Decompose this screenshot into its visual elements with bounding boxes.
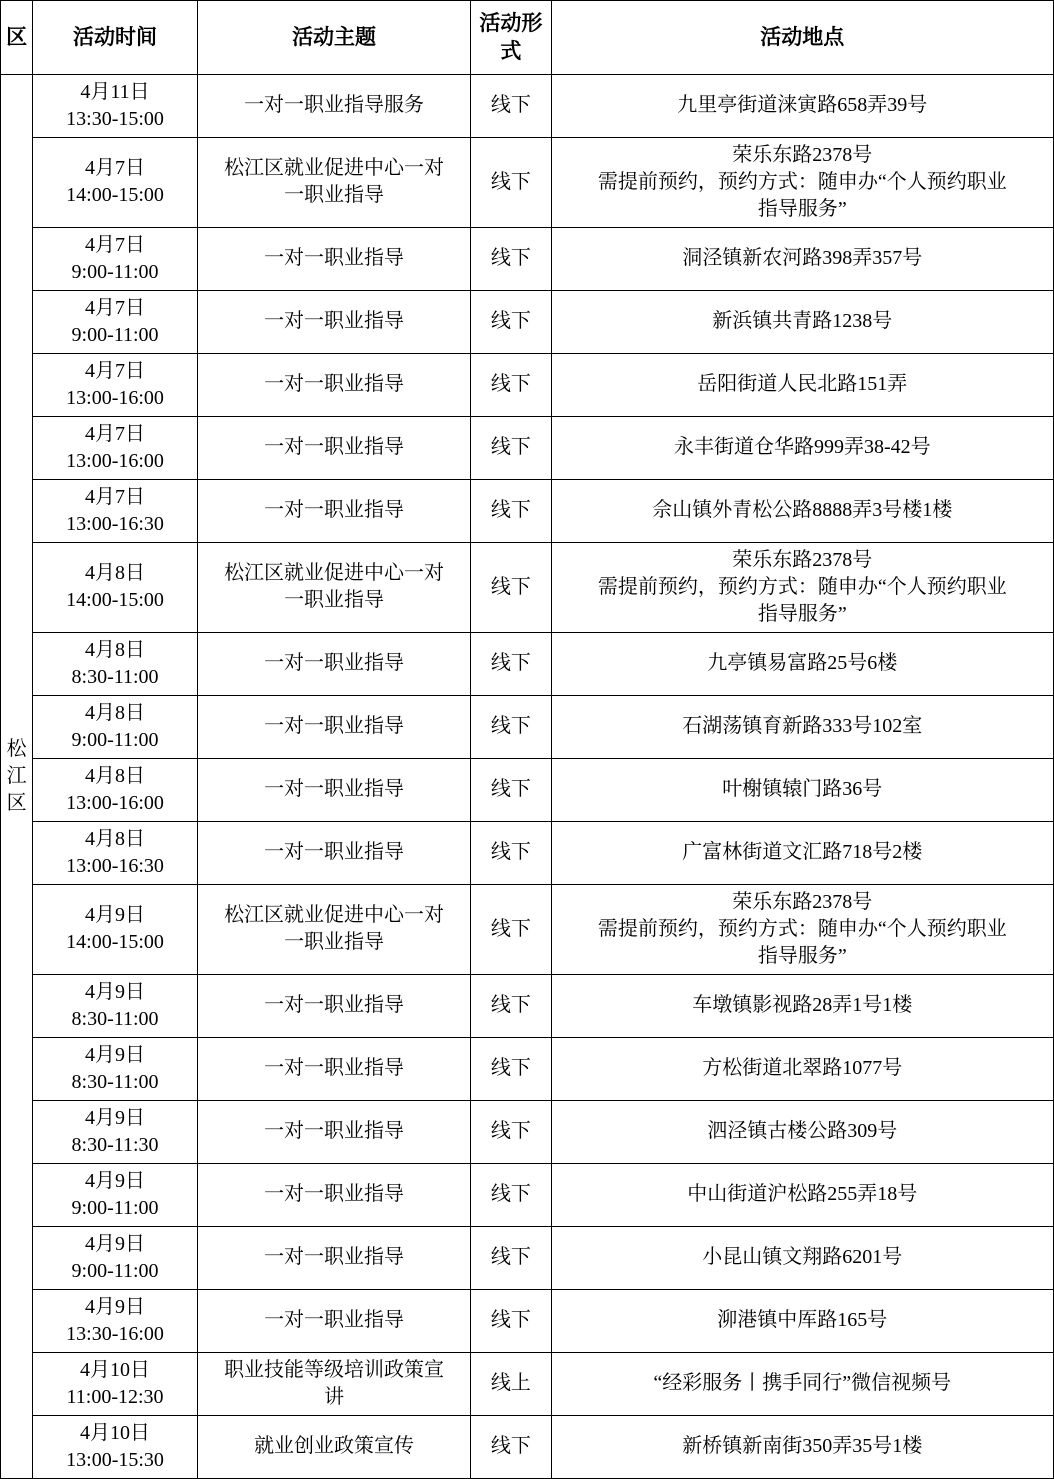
form-cell: 线下	[471, 227, 551, 290]
topic-cell-line: 松江区就业促进中心一对	[224, 562, 445, 585]
time-cell-line: 4月9日	[85, 1043, 146, 1066]
form-cell: 线下	[471, 821, 551, 884]
table-row	[1, 74, 1054, 137]
table-row	[1, 1163, 1054, 1226]
time-cell	[33, 974, 198, 1037]
time-cell-line: 4月7日	[85, 422, 146, 445]
place-cell-line: 九里亭街道涞寅路658弄39号	[677, 94, 928, 117]
place-cell-line: 石湖荡镇育新路333号102室	[682, 715, 923, 738]
place-cell	[551, 695, 1053, 758]
time-cell	[33, 479, 198, 542]
time-cell	[33, 542, 198, 632]
place-cell	[551, 1100, 1053, 1163]
form-cell: 线下	[471, 74, 551, 137]
topic-cell-line: 一对一职业指导	[264, 994, 405, 1017]
time-cell-line: 13:00-15:30	[66, 1448, 164, 1471]
topic-cell-line: 一对一职业指导	[264, 247, 405, 270]
place-cell-line: 小昆山镇文翔路6201号	[702, 1246, 903, 1269]
time-cell-line: 13:00-16:00	[66, 386, 164, 409]
form-cell: 线下	[471, 974, 551, 1037]
place-cell	[551, 1163, 1053, 1226]
time-cell-line: 4月7日	[85, 359, 146, 382]
form-cell: 线下	[471, 290, 551, 353]
form-cell: 线下	[471, 632, 551, 695]
time-cell	[33, 632, 198, 695]
form-cell: 线下	[471, 1415, 551, 1478]
place-cell	[551, 1037, 1053, 1100]
topic-cell-line: 一对一职业指导	[264, 652, 405, 675]
time-cell	[33, 1163, 198, 1226]
time-cell-line: 9:00-11:00	[71, 728, 159, 751]
topic-cell-line: 一对一职业指导服务	[244, 94, 425, 117]
place-cell-line: 新桥镇新南街350弄35号1楼	[682, 1435, 923, 1458]
time-cell-line: 9:00-11:00	[71, 1196, 159, 1219]
place-cell	[551, 74, 1053, 137]
table-row	[1, 821, 1054, 884]
topic-cell	[197, 542, 470, 632]
table-row	[1, 542, 1054, 632]
time-cell-line: 13:00-16:30	[66, 512, 164, 535]
column-header-form: 活动形式	[471, 1, 551, 75]
form-cell: 线下	[471, 758, 551, 821]
place-cell-line: 广富林街道文汇路718号2楼	[682, 841, 923, 864]
place-cell-line: 指导服务”	[757, 602, 847, 625]
table-row	[1, 353, 1054, 416]
time-cell	[33, 353, 198, 416]
time-cell	[33, 290, 198, 353]
place-cell-line: “经彩服务丨携手同行”微信视频号	[653, 1372, 952, 1395]
topic-cell	[197, 290, 470, 353]
topic-cell-line: 一对一职业指导	[264, 310, 405, 333]
topic-cell-line: 一对一职业指导	[264, 1120, 405, 1143]
topic-cell-line: 讲	[324, 1385, 345, 1408]
place-cell-line: 需提前预约，预约方式：随申办“个人预约职业	[597, 170, 1007, 193]
time-cell-line: 4月7日	[85, 485, 146, 508]
time-cell-line: 4月9日	[85, 980, 146, 1003]
table-row	[1, 290, 1054, 353]
place-cell	[551, 290, 1053, 353]
topic-cell	[197, 821, 470, 884]
time-cell-line: 4月9日	[85, 1106, 146, 1129]
place-cell	[551, 632, 1053, 695]
place-cell-line: 泖港镇中厍路165号	[717, 1309, 888, 1332]
place-cell	[551, 542, 1053, 632]
time-cell-line: 4月8日	[85, 638, 146, 661]
time-cell-line: 14:00-15:00	[66, 589, 164, 612]
topic-cell	[197, 416, 470, 479]
place-cell-line: 荣乐东路2378号	[732, 890, 873, 913]
topic-cell	[197, 1415, 470, 1478]
topic-cell	[197, 137, 470, 227]
table-row	[1, 1100, 1054, 1163]
place-cell	[551, 353, 1053, 416]
table-row	[1, 758, 1054, 821]
place-cell	[551, 227, 1053, 290]
topic-cell-line: 松江区就业促进中心一对	[224, 157, 445, 180]
time-cell	[33, 1037, 198, 1100]
table-row	[1, 1037, 1054, 1100]
time-cell-line: 13:30-16:00	[66, 1322, 164, 1345]
time-cell-line: 4月9日	[85, 1232, 146, 1255]
place-cell-line: 洞泾镇新农河路398弄357号	[682, 247, 923, 270]
topic-cell-line: 一职业指导	[284, 589, 385, 612]
topic-cell	[197, 884, 470, 974]
form-cell: 线下	[471, 416, 551, 479]
column-header-time: 活动时间	[33, 1, 198, 75]
topic-cell-line: 一对一职业指导	[264, 499, 405, 522]
place-cell	[551, 1226, 1053, 1289]
time-cell-line: 4月7日	[85, 157, 146, 180]
time-cell-line: 4月7日	[85, 296, 146, 319]
table-row	[1, 1226, 1054, 1289]
topic-cell-line: 一对一职业指导	[264, 373, 405, 396]
topic-cell	[197, 1100, 470, 1163]
place-cell-line: 岳阳街道人民北路151弄	[697, 373, 908, 396]
topic-cell	[197, 695, 470, 758]
table-row	[1, 884, 1054, 974]
time-cell	[33, 1289, 198, 1352]
table-row	[1, 416, 1054, 479]
topic-cell	[197, 479, 470, 542]
topic-cell	[197, 758, 470, 821]
topic-cell	[197, 632, 470, 695]
topic-cell	[197, 974, 470, 1037]
table-row	[1, 1289, 1054, 1352]
table-row	[1, 1415, 1054, 1478]
table-header-row	[1, 1, 1054, 75]
topic-cell-line: 就业创业政策宣传	[254, 1435, 415, 1458]
time-cell-line: 4月8日	[85, 764, 146, 787]
time-cell-line: 4月8日	[85, 701, 146, 724]
place-cell-line: 需提前预约，预约方式：随申办“个人预约职业	[597, 575, 1007, 598]
topic-cell-line: 一对一职业指导	[264, 436, 405, 459]
form-cell: 线下	[471, 1289, 551, 1352]
time-cell-line: 8:30-11:00	[71, 1007, 159, 1030]
topic-cell	[197, 74, 470, 137]
topic-cell-line: 一对一职业指导	[264, 1309, 405, 1332]
form-cell: 线下	[471, 479, 551, 542]
place-cell	[551, 137, 1053, 227]
place-cell-line: 叶榭镇辕门路36号	[722, 778, 883, 801]
topic-cell-line: 职业技能等级培训政策宣	[224, 1358, 445, 1381]
table-row	[1, 632, 1054, 695]
place-cell-line: 荣乐东路2378号	[732, 143, 873, 166]
topic-cell	[197, 1289, 470, 1352]
time-cell	[33, 1352, 198, 1415]
time-cell-line: 4月7日	[85, 233, 146, 256]
form-cell: 线下	[471, 884, 551, 974]
form-cell: 线下	[471, 542, 551, 632]
form-cell: 线下	[471, 353, 551, 416]
time-cell-line: 8:30-11:00	[71, 1070, 159, 1093]
form-cell: 线下	[471, 1226, 551, 1289]
table-row	[1, 479, 1054, 542]
place-cell-line: 方松街道北翠路1077号	[702, 1057, 903, 1080]
topic-cell	[197, 1037, 470, 1100]
topic-cell	[197, 353, 470, 416]
time-cell-line: 14:00-15:00	[66, 931, 164, 954]
place-cell-line: 永丰街道仓华路999弄38-42号	[673, 436, 931, 459]
form-cell: 线下	[471, 1163, 551, 1226]
place-cell	[551, 884, 1053, 974]
place-cell-line: 指导服务”	[757, 944, 847, 967]
time-cell	[33, 884, 198, 974]
table-row	[1, 227, 1054, 290]
place-cell	[551, 479, 1053, 542]
time-cell-line: 13:00-16:00	[66, 449, 164, 472]
time-cell-line: 4月11日	[80, 80, 150, 103]
place-cell	[551, 758, 1053, 821]
topic-cell	[197, 227, 470, 290]
topic-cell-line: 一对一职业指导	[264, 778, 405, 801]
time-cell-line: 13:30-15:00	[66, 107, 164, 130]
time-cell-line: 4月8日	[85, 562, 146, 585]
topic-cell-line: 一对一职业指导	[264, 1246, 405, 1269]
time-cell-line: 4月9日	[85, 904, 146, 927]
time-cell	[33, 758, 198, 821]
topic-cell-line: 一对一职业指导	[264, 715, 405, 738]
table-row	[1, 974, 1054, 1037]
topic-cell-line: 一对一职业指导	[264, 1183, 405, 1206]
time-cell-line: 4月10日	[80, 1358, 151, 1381]
column-header-place: 活动地点	[551, 1, 1053, 75]
time-cell-line: 13:00-16:30	[66, 854, 164, 877]
table-row	[1, 695, 1054, 758]
topic-cell-line: 一职业指导	[284, 931, 385, 954]
place-cell	[551, 1415, 1053, 1478]
form-cell: 线下	[471, 695, 551, 758]
table-row	[1, 137, 1054, 227]
place-cell	[551, 974, 1053, 1037]
place-cell	[551, 1289, 1053, 1352]
place-cell	[551, 416, 1053, 479]
time-cell	[33, 227, 198, 290]
place-cell-line: 荣乐东路2378号	[732, 548, 873, 571]
time-cell	[33, 137, 198, 227]
time-cell-line: 9:00-11:00	[71, 260, 159, 283]
time-cell-line: 14:00-15:00	[66, 184, 164, 207]
place-cell	[551, 1352, 1053, 1415]
topic-cell	[197, 1352, 470, 1415]
time-cell-line: 9:00-11:00	[71, 323, 159, 346]
topic-cell-line: 一职业指导	[284, 184, 385, 207]
form-cell: 线下	[471, 1100, 551, 1163]
place-cell-line: 泗泾镇古楼公路309号	[707, 1120, 898, 1143]
time-cell-line: 9:00-11:00	[71, 1259, 159, 1282]
time-cell-line: 11:00-12:30	[66, 1385, 164, 1408]
place-cell-line: 新浜镇共青路1238号	[712, 310, 893, 333]
time-cell	[33, 1226, 198, 1289]
time-cell	[33, 1415, 198, 1478]
time-cell-line: 4月9日	[85, 1169, 146, 1192]
time-cell-line: 13:00-16:00	[66, 791, 164, 814]
district-cell: 松江区	[1, 74, 33, 1478]
time-cell	[33, 416, 198, 479]
place-cell-line: 车墩镇影视路28弄1号1楼	[692, 994, 913, 1017]
topic-cell-line: 一对一职业指导	[264, 1057, 405, 1080]
time-cell-line: 4月8日	[85, 827, 146, 850]
table-row	[1, 1352, 1054, 1415]
place-cell-line: 指导服务”	[757, 197, 847, 220]
topic-cell	[197, 1163, 470, 1226]
time-cell	[33, 1100, 198, 1163]
place-cell-line: 佘山镇外青松公路8888弄3号楼1楼	[652, 499, 953, 522]
place-cell-line: 需提前预约，预约方式：随申办“个人预约职业	[597, 917, 1007, 940]
time-cell	[33, 821, 198, 884]
place-cell-line: 九亭镇易富路25号6楼	[707, 652, 898, 675]
form-cell: 线上	[471, 1352, 551, 1415]
form-cell: 线下	[471, 137, 551, 227]
topic-cell-line: 松江区就业促进中心一对	[224, 904, 445, 927]
topic-cell	[197, 1226, 470, 1289]
time-cell-line: 4月9日	[85, 1295, 146, 1318]
time-cell	[33, 695, 198, 758]
time-cell-line: 4月10日	[80, 1421, 151, 1444]
table-body	[1, 74, 1054, 1478]
form-cell: 线下	[471, 1037, 551, 1100]
time-cell-line: 8:30-11:00	[71, 665, 159, 688]
column-header-topic: 活动主题	[197, 1, 470, 75]
place-cell	[551, 821, 1053, 884]
time-cell	[33, 74, 198, 137]
column-header-district: 区	[1, 1, 33, 75]
place-cell-line: 中山街道沪松路255弄18号	[687, 1183, 918, 1206]
time-cell-line: 8:30-11:30	[71, 1133, 159, 1156]
topic-cell-line: 一对一职业指导	[264, 841, 405, 864]
